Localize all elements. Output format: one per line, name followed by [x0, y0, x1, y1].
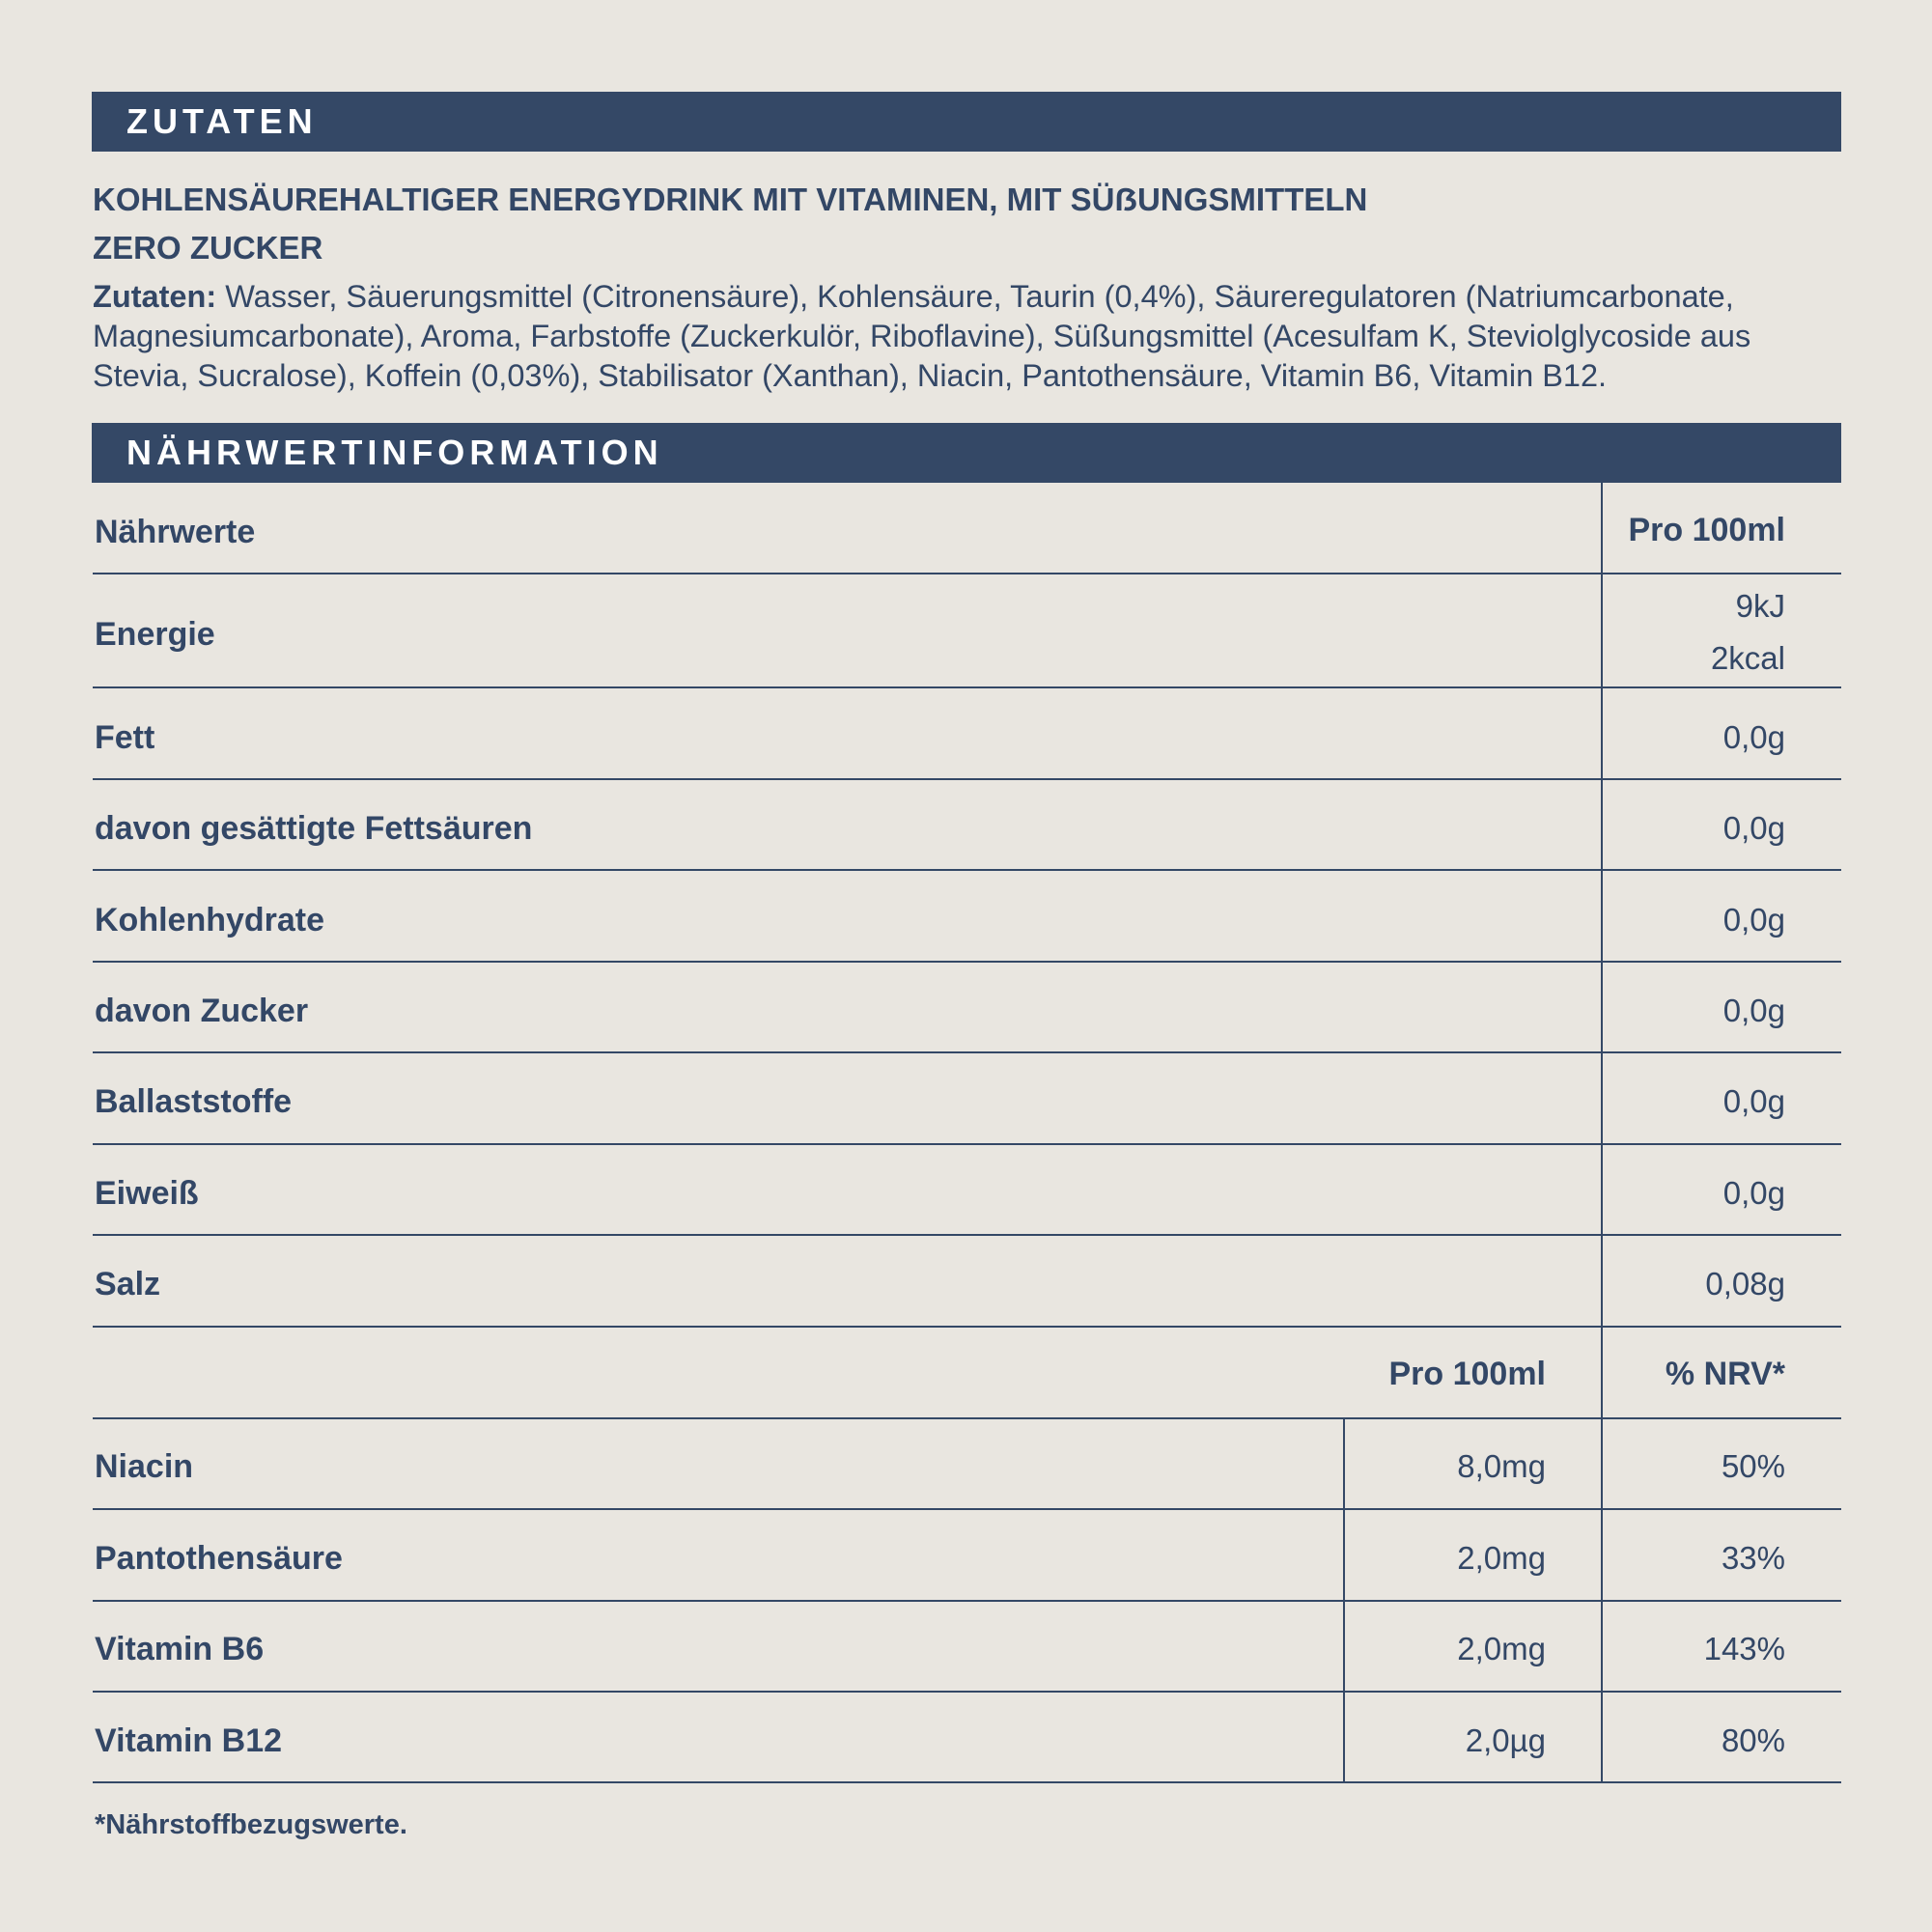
table-row-label: Eiweiß: [95, 1175, 199, 1212]
vitamin-label: Niacin: [95, 1448, 194, 1485]
table-row-value: 0,0g: [1722, 993, 1785, 1028]
zero-sugar-label: ZERO ZUCKER: [93, 230, 323, 266]
vitamin-amount: 2,0mg: [1457, 1631, 1546, 1666]
energy-label: Energie: [95, 616, 215, 653]
row-divider: [93, 686, 1841, 688]
table-row-value: 0,0g: [1722, 1083, 1785, 1119]
nrv-footnote: *Nährstoffbezugswerte.: [95, 1809, 407, 1840]
ingredients-header: ZUTATEN: [92, 92, 1841, 152]
table-row-value: 0,0g: [1722, 810, 1785, 846]
table-row-label: Fett: [95, 719, 155, 756]
vitamin-nrv: 80%: [1721, 1722, 1785, 1758]
table-row-label: davon gesättigte Fettsäuren: [95, 810, 533, 847]
vitamin-header-per100: Pro 100ml: [1388, 1356, 1546, 1392]
table-row-value: 0,0g: [1722, 719, 1785, 755]
row-divider: [93, 1143, 1841, 1145]
column-divider: [1601, 483, 1603, 1783]
table-row-value: 0,0g: [1722, 902, 1785, 938]
vitamin-nrv: 143%: [1703, 1631, 1785, 1666]
row-divider: [93, 1600, 1841, 1602]
table-row-label: davon Zucker: [95, 993, 309, 1029]
ingredients-list: [93, 277, 1850, 396]
row-divider: [93, 1326, 1841, 1328]
vitamin-label: Vitamin B12: [95, 1722, 283, 1759]
table-row-value: 0,0g: [1722, 1175, 1785, 1211]
row-divider: [93, 573, 1841, 574]
table-row-label: Kohlenhydrate: [95, 902, 325, 938]
row-divider: [93, 1781, 1841, 1783]
vitamin-amount: 2,0mg: [1457, 1540, 1546, 1576]
row-divider: [93, 1417, 1841, 1419]
row-divider: [93, 1234, 1841, 1236]
table-header-value: Pro 100ml: [1628, 512, 1785, 548]
vitamin-amount: 2,0µg: [1465, 1722, 1546, 1758]
vitamin-nrv: 33%: [1721, 1540, 1785, 1576]
row-divider: [93, 1051, 1841, 1053]
table-header-label: Nährwerte: [95, 514, 256, 550]
row-divider: [93, 869, 1841, 871]
vitamin-amount: 8,0mg: [1457, 1448, 1546, 1484]
energy-kj: 9kJ: [1735, 588, 1785, 624]
product-description: KOHLENSÄUREHALTIGER ENERGYDRINK MIT VITAMINEN, MIT SÜẞUNGSMITTELN: [93, 182, 1368, 217]
ingredients-label: Zutaten:: [93, 279, 217, 314]
nutrition-header: NÄHRWERTINFORMATION: [92, 423, 1841, 483]
table-row-value: 0,08g: [1705, 1266, 1785, 1302]
row-divider: [93, 778, 1841, 780]
row-divider: [93, 1508, 1841, 1510]
table-row-label: Salz: [95, 1266, 161, 1302]
table-row-label: Ballaststoffe: [95, 1083, 293, 1120]
ingredients-text: Wasser, Säuerungsmittel (Citronensäure), Kohlensäure, Taurin (0,4%), Säureregulatoren (Natriumcarbonate, Magnesiumcarbonate), Aroma, Farbstoffe (Zuckerkulör, Riboflavine), Süßungsmittel (Acesulfam K, Steviolglycoside aus Stevia, Sucralose), Koffein (0,03%), Stabilisator (Xanthan), Niacin, Pantothensäure, Vitamin B6, Vitamin B12.: [93, 279, 1751, 393]
vitamin-nrv: 50%: [1721, 1448, 1785, 1484]
row-divider: [93, 1691, 1841, 1693]
vitamin-label: Vitamin B6: [95, 1631, 265, 1667]
vitamin-header-nrv: % NRV*: [1665, 1356, 1785, 1392]
row-divider: [93, 961, 1841, 963]
vitamin-label: Pantothensäure: [95, 1540, 343, 1577]
energy-kcal: 2kcal: [1710, 640, 1785, 676]
